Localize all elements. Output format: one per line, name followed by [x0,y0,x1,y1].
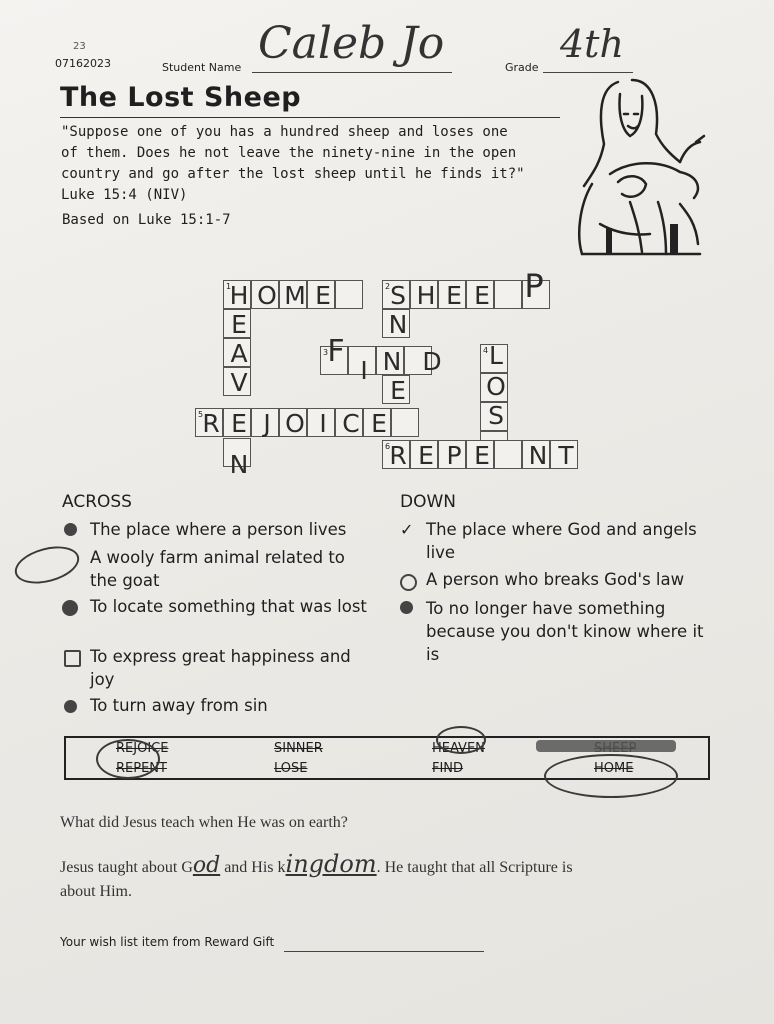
scripture-quote [61,122,541,206]
answer-sheep-letter: E [474,281,490,310]
worksheet-date: 07162023 [55,57,111,70]
word-bank-item: SINNER [274,741,323,756]
clue-bullet [400,601,413,614]
answer-lose-letter: O [486,372,506,401]
answer-find-letter: N [382,347,402,376]
student-name-label: Student Name [162,61,242,74]
word-bank [64,736,710,780]
clue-bullet [64,700,77,713]
answer-sheep-letter: S [390,281,406,310]
word-bank-item: FIND [432,761,464,776]
down-clue-4: To no longer have something because you don't kinow where it is [426,599,704,664]
clue-number: 1 [226,282,232,291]
word-bank-item: HOME [594,761,634,776]
down-clue-2: A person who breaks God's law [426,570,685,589]
check-mark-icon: ✓ [400,520,414,539]
answer-find-letter: D [422,347,442,376]
down-heading: DOWN [400,492,456,512]
clue-number: 5 [198,410,204,419]
answer-sheep-letter: P [524,267,544,305]
crossword-cell[interactable] [335,280,363,309]
answer-sinner-letter: E [390,376,406,405]
grade-handwritten: 4th [560,22,624,66]
student-name-handwritten: Caleb Jo [258,18,445,69]
answer-find-letter: I [360,356,368,385]
across-clue-5: To express great happiness and joy [90,647,351,689]
answer-heaven-letter: N [229,450,249,479]
answer-part2: and His k [220,859,286,876]
worksheet-title: The Lost Sheep [60,82,302,113]
student-name-line [252,72,452,73]
crossword-cell[interactable] [391,408,419,437]
quote-line: country and go after the lost sheep until he finds it?" [61,166,525,182]
answer-repent-letter: R [389,441,407,470]
answer-rejoice-letter: C [342,409,360,438]
answer-home-letter: O [257,281,277,310]
grade-label: Grade [505,61,539,74]
answer-rejoice-letter: O [285,409,305,438]
word-bank-item: HEAVEN [432,741,485,756]
answer-repent-letter: E [474,441,490,470]
word-scribble [536,740,676,752]
word-bank-item: LOSE [274,761,308,776]
answer-sheep-letter: H [416,281,436,310]
date-correction: 23 [73,41,86,52]
grade-line [543,72,633,73]
answer-part3: . He taught that all Scripture is [376,859,573,876]
quote-line: "Suppose one of you has a hundred sheep and loses one [61,124,508,140]
answer-repent-letter: P [446,441,462,470]
answer-fill-1[interactable]: od [192,853,221,878]
clue-number: 2 [385,282,391,291]
answer-heaven-letter: A [230,339,248,368]
answer-lose-letter: L [489,341,503,370]
answer-home-letter: E [315,281,331,310]
answer-sheep-letter: E [446,281,462,310]
answer-sinner-letter: N [388,310,408,339]
answer-repent-letter: N [528,441,548,470]
word-bank-item: REJOICE [116,741,169,756]
across-clue-1: The place where a person lives [90,520,347,539]
answer-line2: about Him. [60,883,132,900]
wish-list-label: Your wish list item from Reward Gift [60,935,275,949]
down-clue-1: The place where God and angels live [426,520,697,562]
answer-home-letter: M [284,281,306,310]
answer-fill-2[interactable]: ingdom [285,850,377,878]
answer-heaven-letter: V [230,368,248,397]
answer-part1: Jesus taught about G [60,859,193,876]
wish-list-line[interactable] [284,951,484,952]
across-clue-2: A wooly farm animal related to the goat [90,548,345,590]
clue-bullet [64,650,81,667]
question-text: What did Jesus teach when He was on earth? [60,814,348,831]
across-heading: ACROSS [62,492,132,512]
clue-number: 4 [483,346,489,355]
across-clue-3: To locate something that was lost [90,597,367,616]
answer-lose-letter: S [488,401,504,430]
clue-bullet [64,523,77,536]
word-scribble [436,726,486,754]
answer-rejoice-letter: I [319,409,327,438]
word-scribble [544,754,678,798]
answer-home-letter: H [229,281,249,310]
answer-paragraph [60,852,720,904]
title-rule [60,117,560,118]
across-clue-6: To turn away from sin [90,696,268,715]
answer-rejoice-letter: J [263,409,271,438]
answer-heaven-letter: E [231,310,247,339]
clue-bullet [400,574,417,591]
based-on: Based on Luke 15:1-7 [62,212,231,228]
quote-reference: Luke 15:4 (NIV) [61,187,188,203]
word-bank-item: REPENT [116,761,167,776]
clue-number: 6 [385,442,391,451]
answer-repent-letter: T [558,441,574,470]
answer-rejoice-letter: R [202,409,220,438]
clue-number: 3 [323,348,329,357]
answer-repent-letter: E [418,441,434,470]
answer-find-letter: F [327,334,345,369]
quote-line: of them. Does he not leave the ninety-nine in the open [61,145,517,161]
jesus-holding-lamb-icon [570,74,715,259]
crossword-cell[interactable] [494,280,522,309]
word-scribble [96,739,160,779]
clue-bullet [62,600,78,616]
answer-rejoice-letter: E [231,409,247,438]
crossword-cell[interactable] [494,440,522,469]
answer-rejoice-letter: E [371,409,387,438]
